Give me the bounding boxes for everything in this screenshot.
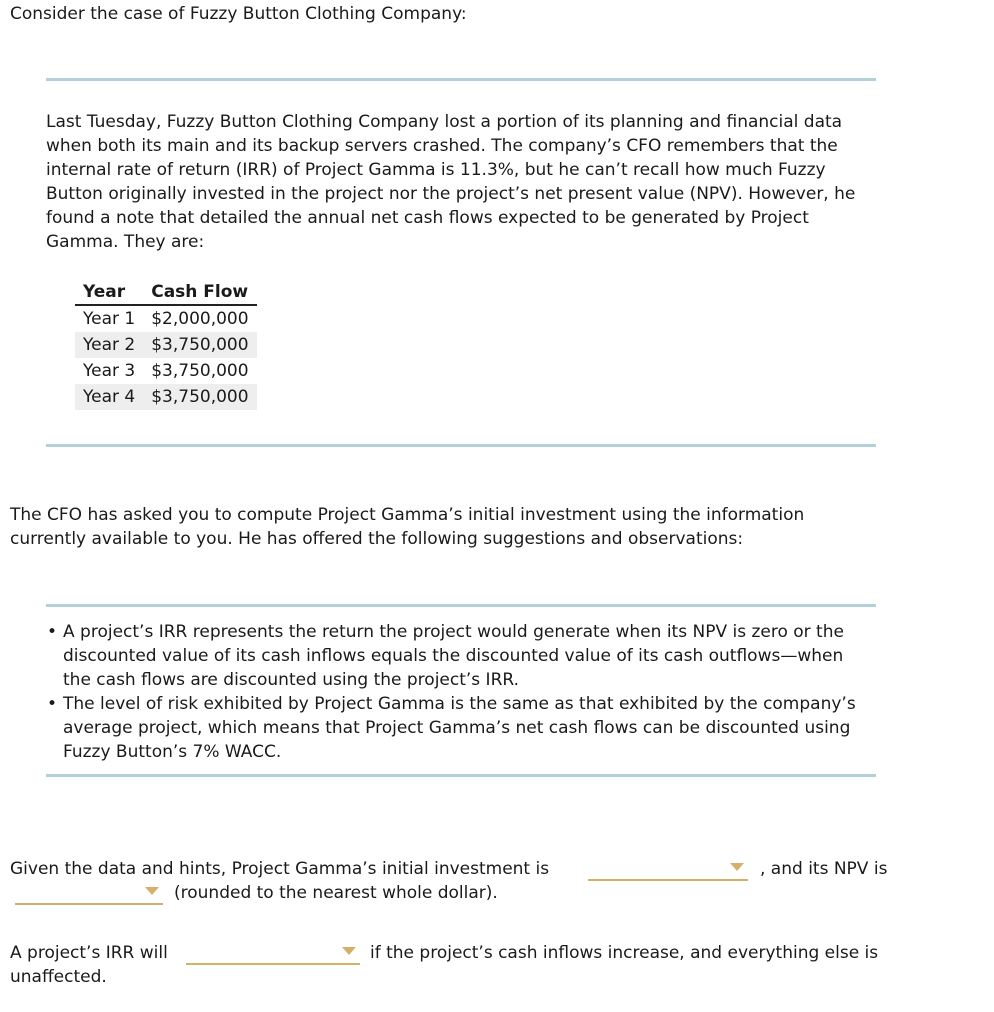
intro-text: Consider the case of Fuzzy Button Clothing Company: (10, 4, 467, 24)
table-row (75, 332, 257, 358)
question2-condition-text: if the project’s cash inflows increase, and everything else is (370, 943, 879, 963)
cash-flow-table (75, 280, 257, 410)
irr-change-dropdown[interactable] (186, 941, 360, 965)
table-row (75, 358, 257, 384)
question1-rounding-text: (rounded to the nearest whole dollar). (174, 883, 498, 903)
request-paragraph: The CFO has asked you to compute Project Gamma’s initial investment using the information currently available to you. He has offered the following suggestions and observations: (10, 505, 805, 549)
year-cell: Year 3 (83, 361, 136, 381)
chevron-down-icon (342, 947, 356, 955)
cash-flow-cell: $3,750,000 (143, 384, 256, 410)
year-cell: Year 2 (75, 332, 143, 358)
cash-flow-cell: $3,750,000 (151, 361, 249, 381)
table-header-row (75, 280, 257, 305)
top-divider (46, 78, 876, 81)
hints-list (63, 620, 873, 764)
hints-block (63, 620, 873, 764)
npv-dropdown[interactable] (15, 881, 163, 905)
question1-text: Given the data and hints, Project Gamma’s initial investment is (10, 859, 550, 879)
hints-bottom-divider (46, 774, 876, 777)
hints-top-divider (46, 604, 876, 607)
header-year: Year (75, 280, 143, 305)
question2-end-text: unaffected. (10, 967, 107, 987)
header-cash-flow: Cash Flow (143, 280, 256, 305)
question2-text: A project’s IRR will (10, 943, 168, 963)
question1-npv-text: , and its NPV is (760, 859, 888, 879)
year-cell: Year 4 (75, 384, 143, 410)
cash-flow-cell: $3,750,000 (143, 332, 256, 358)
chevron-down-icon (145, 887, 159, 895)
chevron-down-icon (730, 863, 744, 871)
initial-investment-dropdown[interactable] (588, 857, 748, 881)
hint-item: • The level of risk exhibited by Project Gamma is the same as that exhibited by the company’s average project, which means that Project Gamma’s net cash flows can be discounted using Fuzzy Button’s 7% WACC. (63, 692, 873, 764)
year-cell: Year 1 (83, 309, 136, 329)
table-row (75, 305, 257, 332)
table-row (75, 384, 257, 410)
cash-flow-cell: $2,000,000 (151, 309, 249, 329)
hint-item: • A project’s IRR represents the return the project would generate when its NPV is zero or the discounted value of its cash inflows equals the discounted value of its cash outflows—when the cash flows are discounted using the project’s IRR. (63, 620, 873, 692)
scenario-paragraph: Last Tuesday, Fuzzy Button Clothing Company lost a portion of its planning and financial data when both its main and its backup servers crashed. The company’s CFO remembers that the internal rate of return (IRR) of Project Gamma is 11.3%, but he can’t recall how much Fuzzy Button originally invested in the project nor the project’s net present value (NPV). However, he found a note that detailed the annual net cash flows expected to be generated by Project Gamma. They are: (46, 112, 856, 252)
scenario-bottom-divider (46, 444, 876, 447)
